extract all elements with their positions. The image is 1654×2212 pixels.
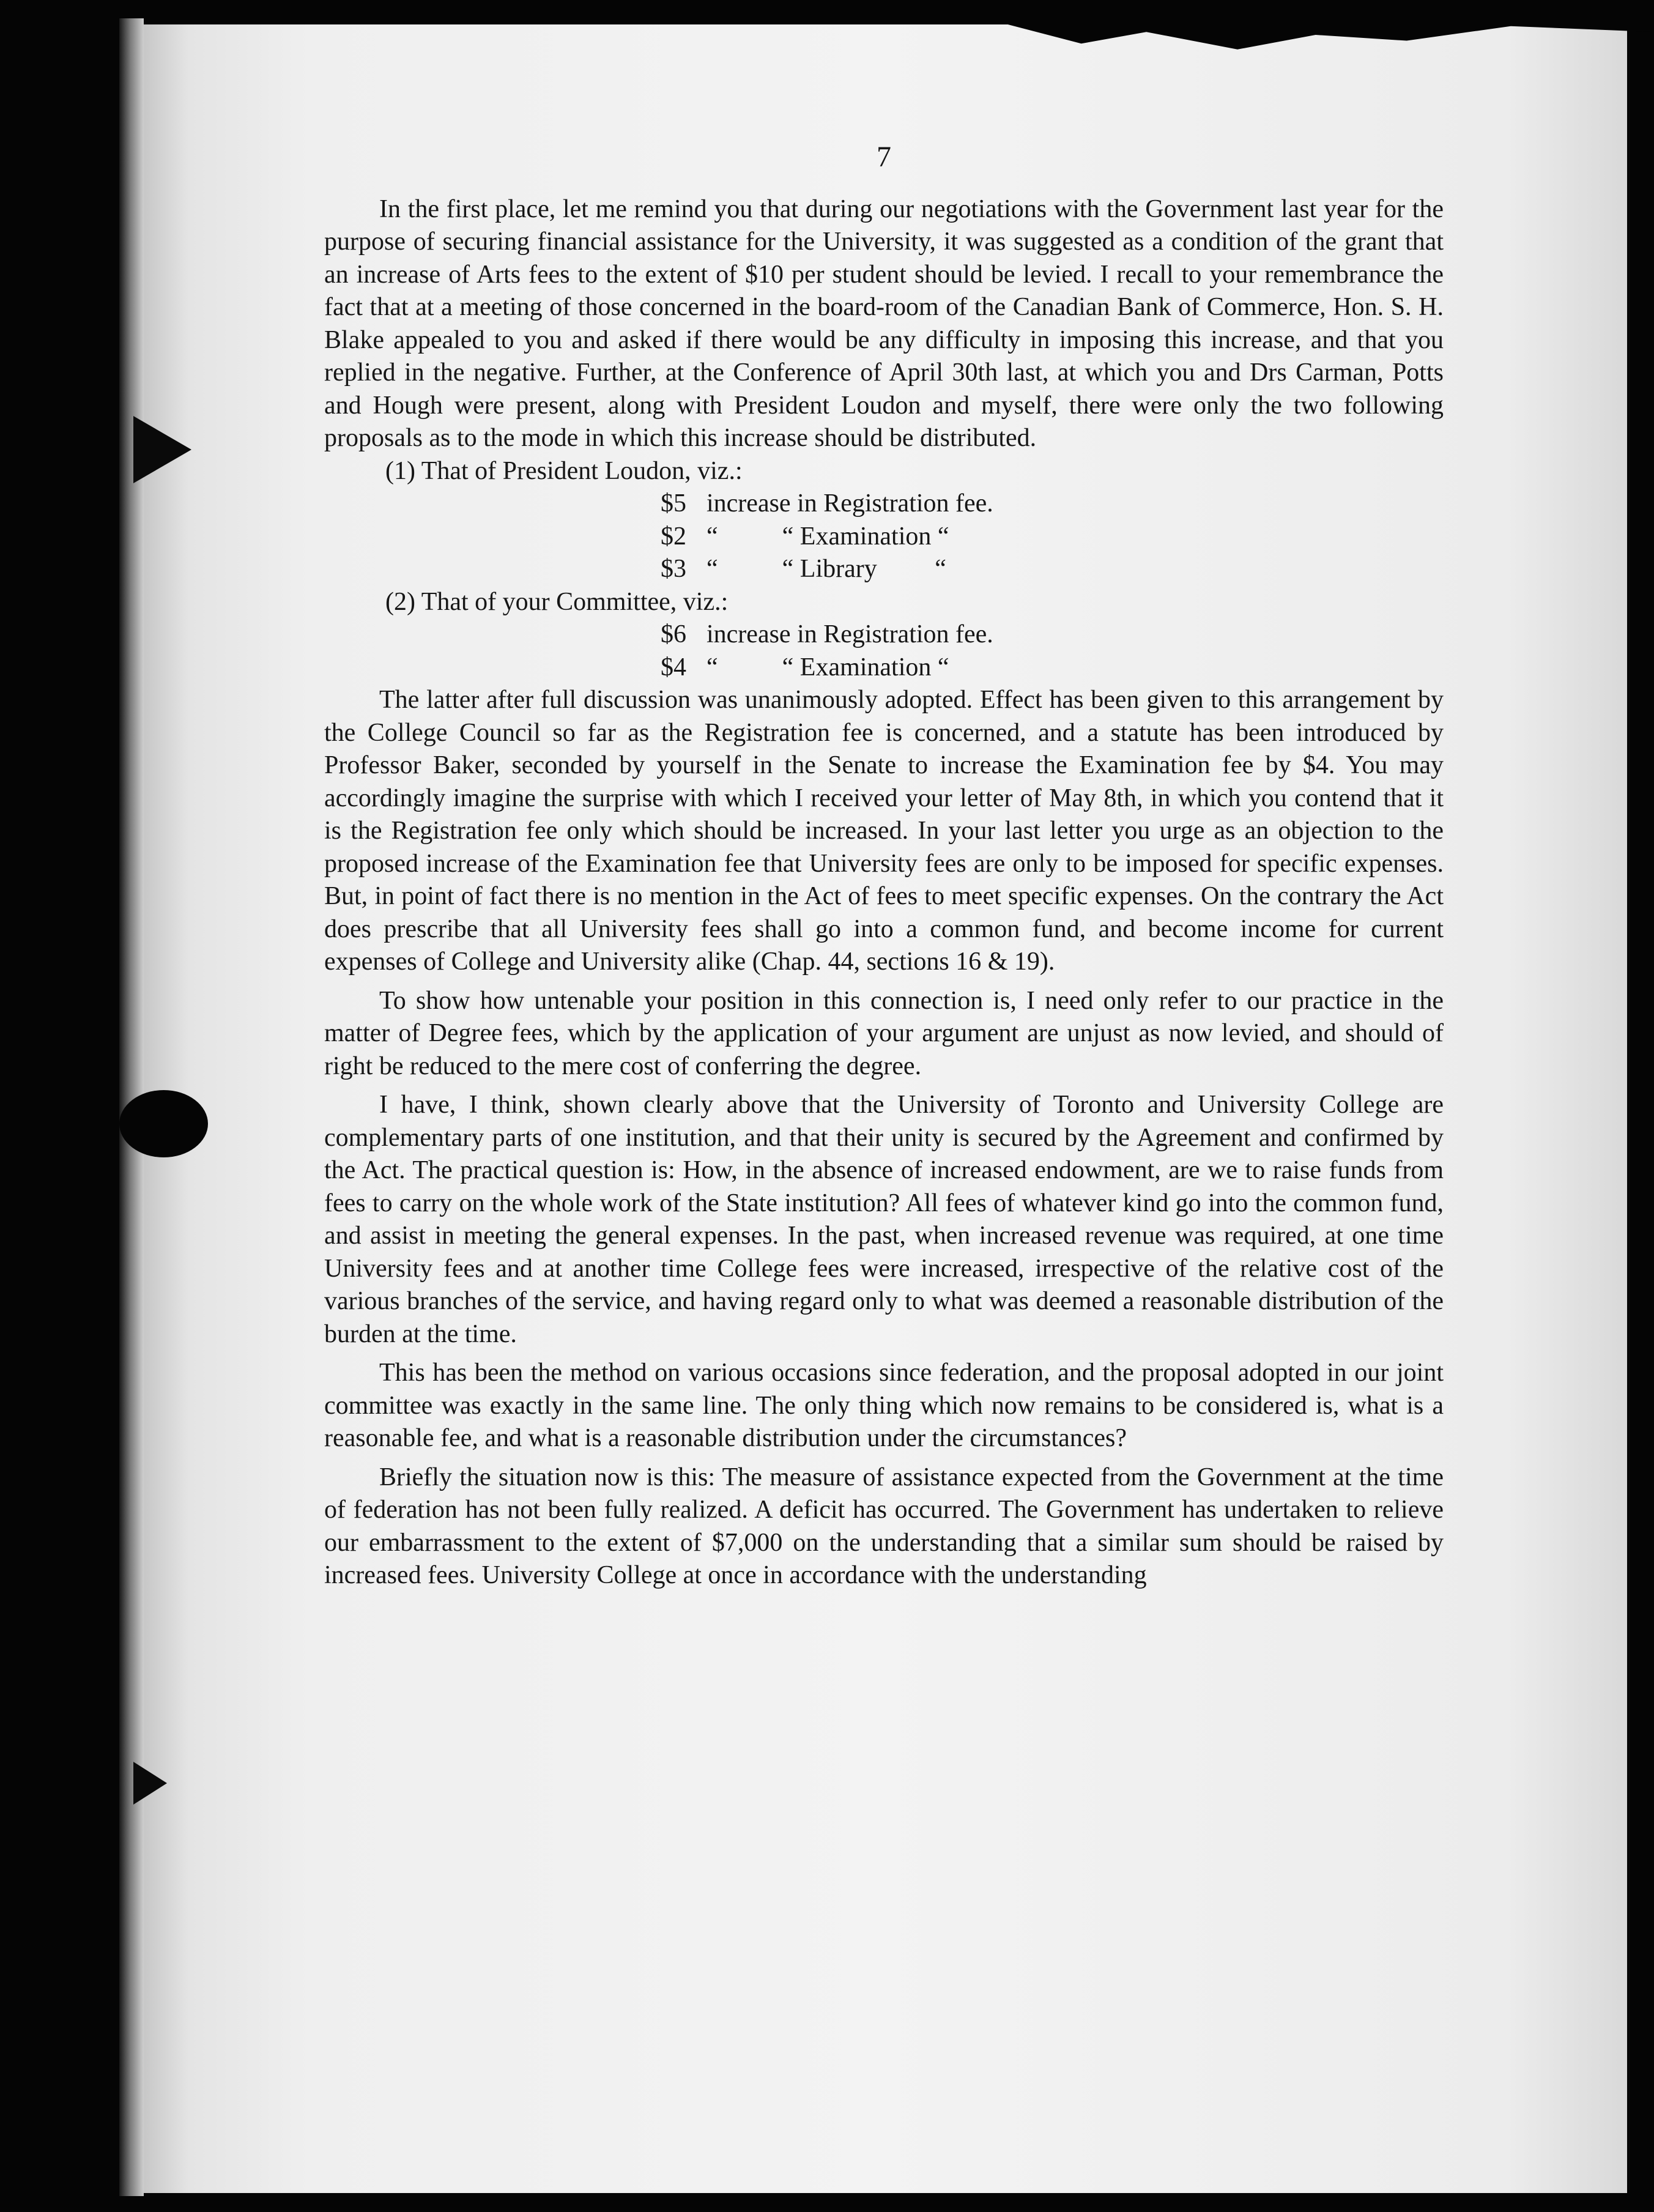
fee-description: “ “ Library “ [706, 555, 946, 583]
fee-line [324, 521, 1444, 554]
paragraph: The latter after full discussion was unanimously adopted. Effect has been given to this arrangement by the College Council so far as the Registration fee is concerned, and a statute has been introduced by Professor Baker, seconded by yourself in the Senate to increase the Examination fee by $4. You may accordingly imagine the surprise with which I received your letter of May 8th, in which you contend that it is the Registration fee only which should be increased. In your last letter you urge as an objection to the proposed increase of the Examination fee that University fees are only to be imposed for specific expenses. But, in point of fact there is no mention in the Act of fees to meet specific expenses. On the contrary the Act does prescribe that all University fees shall go into a common fund, and become income for current expenses of College and University alike (Chap. 44, sections 16 & 19). [324, 686, 1444, 976]
page-number: 7 [877, 141, 891, 173]
proposal-heading: (1) That of President Loudon, viz.: [385, 456, 743, 485]
binding-notch-lower [133, 1762, 167, 1805]
fee-amount: $2 [661, 522, 686, 551]
fee-amount: $6 [661, 620, 686, 648]
fee-amount: $3 [661, 555, 686, 583]
paragraph: In the first place, let me remind you that during our negotiations with the Government last year for the purpose of securing financial assistance for the University, it was suggested as a condition of the grant that an increase of Arts fees to the extent of $10 per student should be levied. I recall to your remembrance the fact that at a meeting of those concerned in the board-room of the Canadian Bank of Commerce, Hon. S. H. Blake appealed to you and asked if there would be any difficulty in imposing this increase, and that you replied in the negative. Further, at the Conference of April 30th last, at which you and Drs Carman, Potts and Hough were present, along with President Loudon and myself, there were only the two following proposals as to the mode in which this increase should be distributed. [324, 195, 1444, 452]
fee-line [324, 651, 1444, 685]
paragraph: Briefly the situation now is this: The measure of assistance expected from the Government at the time of federation has not been fully realized. A deficit has occurred. The Government has undertaken to relieve our embarrassment to the extent of $7,000 on the understanding that a similar sum should be raised by increased fees. University College at once in accordance with the understanding [324, 1463, 1444, 1589]
fee-description: increase in Registration fee. [706, 489, 993, 518]
fee-description: “ “ Examination “ [706, 522, 949, 551]
fee-line [324, 553, 1444, 586]
document-body [324, 141, 1444, 1592]
binding-notch [133, 416, 191, 483]
fee-amount: $4 [661, 653, 686, 681]
paragraph: To show how untenable your position in this connection is, I need only refer to our practice in the matter of Degree fees, which by the application of your argument are unjust as now levied, and should of right be reduced to the mere cost of conferring the degree. [324, 986, 1444, 1080]
proposal-heading: (2) That of your Committee, viz.: [385, 587, 729, 616]
paragraph: This has been the method on various occasions since federation, and the proposal adopted in our joint committee was exactly in the same line. The only thing which now remains to be considered is, what is a reasonable fee, and what is a reasonable distribution under the circumstances? [324, 1359, 1444, 1452]
fee-description: “ “ Examination “ [706, 653, 949, 681]
paragraph: I have, I think, shown clearly above that the University of Toronto and University College are complementary parts of one institution, and that their unity is secured by the Agreement and confirmed by the Act. The practical question is: How, in the absence of increased endowment, are we to raise funds from fees to carry on the whole work of the State institution? All fees of whatever kind go into the common fund, and assist in meeting the general expenses. In the past, when increased revenue was required, at one time University fees and at another time College fees were increased, irrespective of the relative cost of the various branches of the service, and having regard only to what was deemed a reasonable distribution of the burden at the time. [324, 1091, 1444, 1348]
fee-line [324, 618, 1444, 651]
fee-amount: $5 [661, 489, 686, 518]
fee-line [324, 488, 1444, 521]
fee-description: increase in Registration fee. [706, 620, 993, 648]
punch-hole [119, 1090, 208, 1157]
